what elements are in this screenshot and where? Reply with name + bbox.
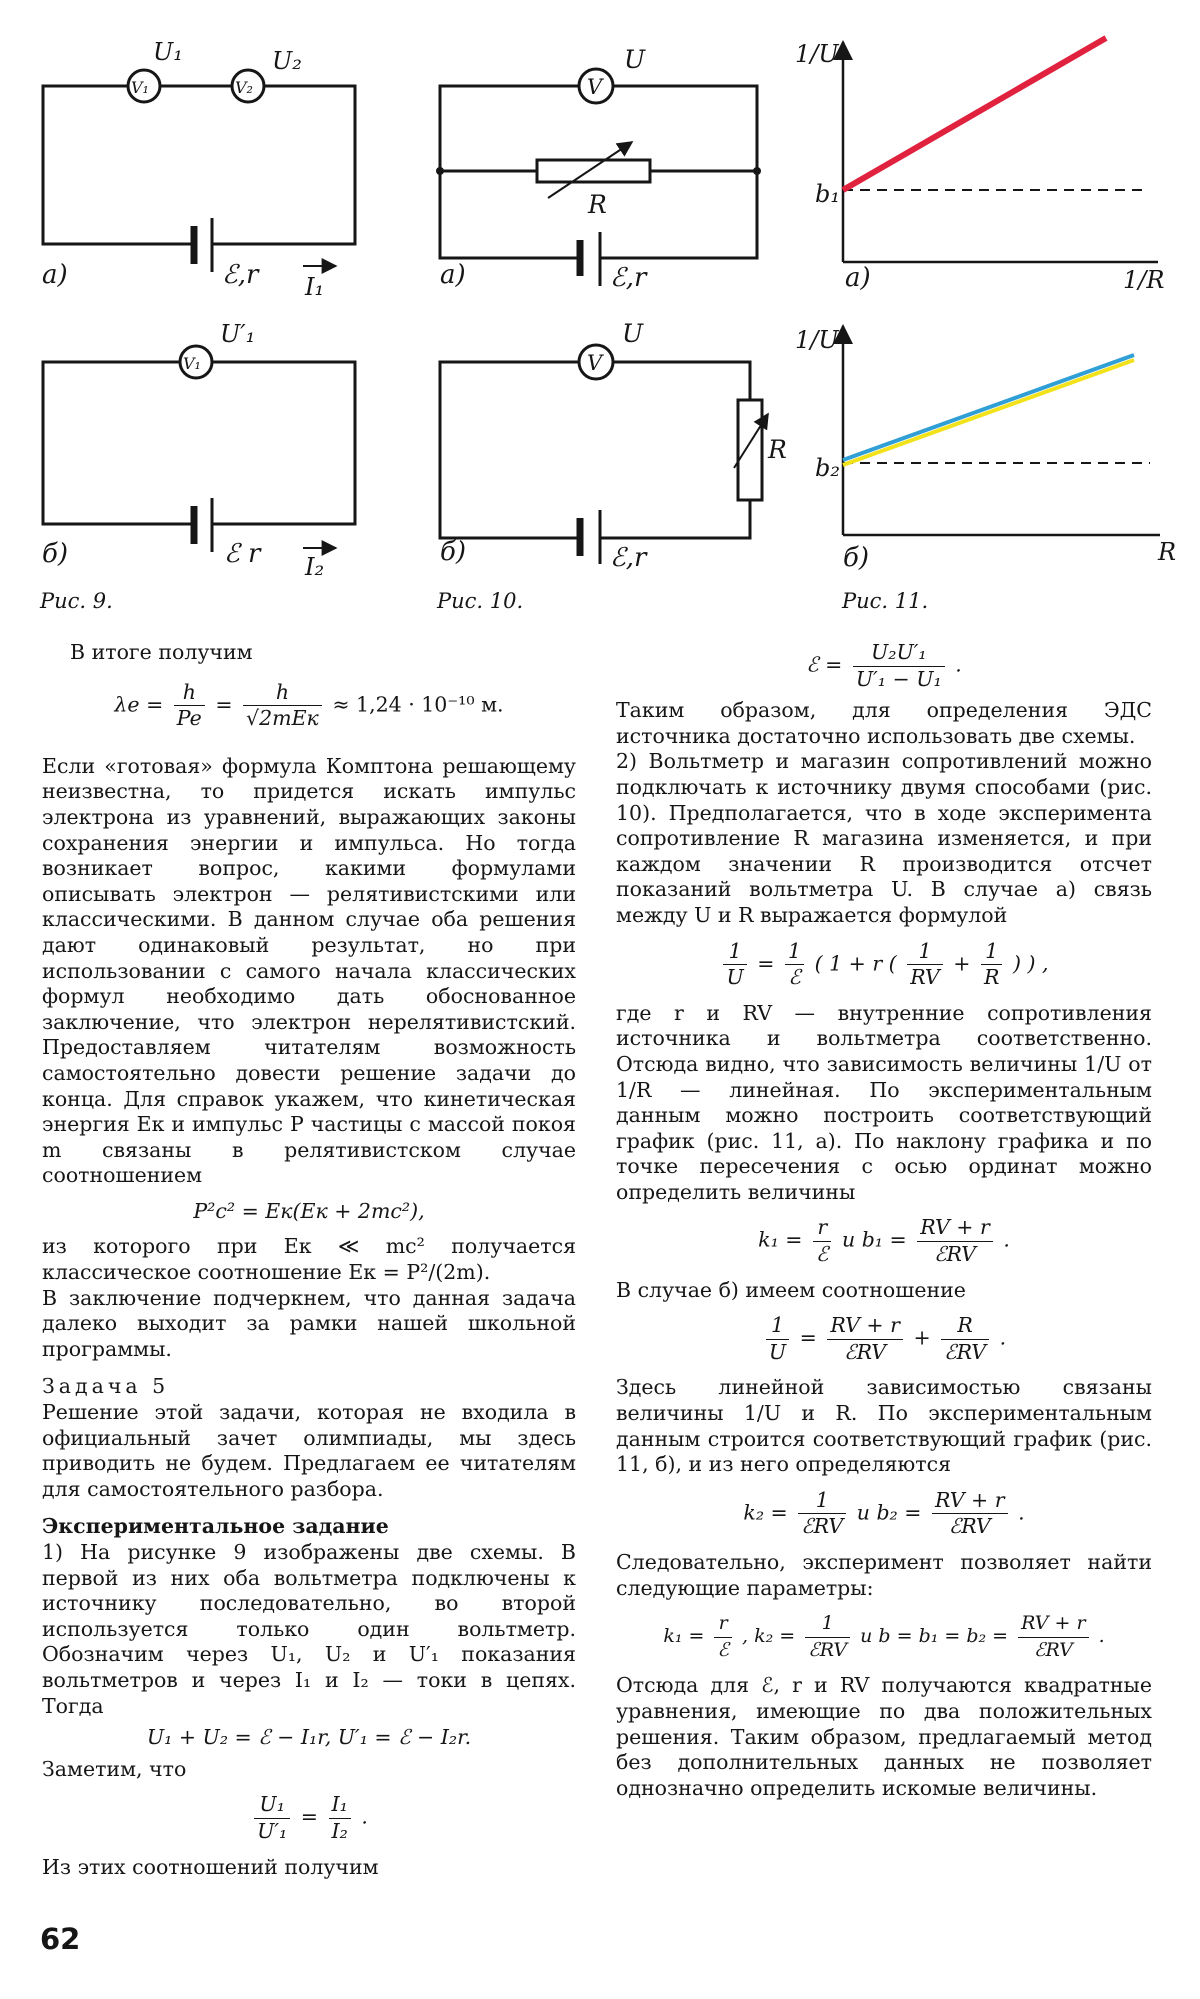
fig9a-u2: U₂	[272, 47, 302, 75]
formula-k2-b2	[616, 1488, 1152, 1540]
f5-frac	[853, 640, 945, 692]
left-classic-paragraph: из которого при Eк ≪ mc² получается классическое соотношение Eк = P²/(2m).	[42, 1234, 576, 1285]
f10-d1: ℰ	[717, 1638, 729, 1661]
left-final-line: Из этих соотношений получим	[42, 1854, 379, 1879]
f1-n1: h	[174, 680, 205, 707]
f10-frac2	[805, 1611, 850, 1663]
f4-tail: .	[361, 1804, 368, 1829]
fig10a-r: R	[588, 190, 607, 219]
f7-n2: RV + r	[917, 1215, 993, 1242]
f6-frac1	[723, 939, 746, 991]
fig10b-r: R	[768, 435, 787, 464]
f9-frac1	[798, 1488, 846, 1540]
f1-frac1	[174, 680, 205, 732]
fig11a-ylabel: 1/U	[795, 40, 839, 68]
fig9a-v2: V₂	[235, 78, 253, 97]
f8-n2: RV + r	[827, 1313, 903, 1340]
f7-d2: ℰRV	[934, 1242, 976, 1267]
fig10a-label: а)	[440, 260, 466, 290]
fig11b-intercept: b₂	[815, 454, 840, 482]
f6-frac3	[907, 939, 943, 991]
f6-n3: 1	[907, 939, 943, 966]
right-paragraph-5: Здесь линейной зависимостью связаны величины 1/U и R. По экспериментальным данным строится соответствующий график (рис. 11, б), и из него определяются	[616, 1375, 1152, 1477]
fig10b-source: ℰ,r	[610, 543, 647, 573]
f6-n1: 1	[723, 939, 746, 966]
fig10a-node-left	[436, 167, 444, 175]
f8-eq: =	[799, 1325, 817, 1350]
fig10a-labels	[440, 45, 648, 293]
formula-wavelength	[42, 680, 576, 732]
fig11b-data-line-1	[843, 355, 1134, 460]
f1-rhs: ≈ 1,24 · 10⁻¹⁰ м.	[332, 692, 504, 717]
fig10-caption: Рис. 10.	[437, 589, 524, 613]
f1-d2: √2mEк	[246, 706, 319, 731]
f9-d2: ℰRV	[948, 1514, 991, 1539]
f6-d2: ℰ	[788, 965, 801, 990]
fig10a-circuit	[440, 69, 757, 286]
fig9b-labels	[42, 320, 324, 581]
f4-frac2	[329, 1792, 351, 1844]
f6-n2: 1	[785, 939, 804, 966]
f4-n1: U₁	[254, 1792, 290, 1819]
fig9b-u: U′₁	[220, 320, 256, 348]
f10-a: k₁ =	[663, 1625, 705, 1648]
f6-d1: U	[726, 965, 744, 990]
f8-tail: .	[999, 1325, 1007, 1350]
f10-n3: RV + r	[1018, 1611, 1088, 1638]
f7-d1: ℰ	[816, 1242, 829, 1267]
f4-frac1	[254, 1792, 290, 1844]
f9-mid: и b₂ =	[856, 1500, 922, 1525]
f4-eq: =	[300, 1804, 318, 1829]
fig11b-ylabel: 1/U	[795, 326, 839, 354]
f6-frac2	[785, 939, 804, 991]
f9-n2: RV + r	[932, 1488, 1008, 1515]
f10-d2: ℰRV	[808, 1638, 848, 1661]
f4-n2: I₁	[329, 1792, 351, 1819]
fig9a-current: I₁	[305, 273, 325, 301]
exp-title: Экспериментальное задание	[42, 1514, 389, 1539]
formula-emf	[616, 640, 1152, 692]
fig9b-source: ℰ r	[224, 539, 261, 569]
figures-panel	[0, 0, 1200, 620]
right-paragraph-7: Отсюда для ℰ, r и RV получаются квадратные уравнения, имеющие по два положительных решения. Таким образом, предлагаемый метод без дополнительных данных не позволяет однозначно определить искомые величины.	[616, 1673, 1152, 1800]
page-number: 62	[40, 1922, 81, 1956]
f8-plus: +	[913, 1325, 931, 1350]
f7-tail: .	[1003, 1228, 1010, 1253]
fig9b-label: б)	[42, 539, 69, 569]
f7-n1: r	[813, 1215, 831, 1242]
fig11-caption: Рис. 11.	[842, 589, 929, 613]
fig10b-label: б)	[440, 537, 467, 567]
right-paragraph-2: 2) Вольтметр и магазин сопротивлений можно подключать к источнику двумя способами (рис. 10). Предполагается, что в ходе эксперимента сопротивление R магазина изменяется, и при каждом значении R производится отсчет показаний вольтметра U. В случае а) связь между U и R выражается формулой	[616, 749, 1152, 927]
formula-case-a	[616, 939, 1152, 991]
f7-lhs: k₁ =	[758, 1228, 803, 1253]
fig9a-u1: U₁	[153, 38, 183, 66]
fig10b-circuit	[440, 345, 768, 564]
fig9b-current: I₂	[305, 553, 325, 581]
f6-n4: 1	[981, 939, 1002, 966]
formula-case-b	[616, 1313, 1152, 1365]
f6-eq: =	[757, 951, 775, 976]
right-paragraph-4: В случае б) имеем соотношение	[616, 1277, 966, 1302]
fig9a-source: ℰ,r	[222, 260, 259, 290]
right-column	[616, 640, 1152, 1801]
f6-plus: +	[953, 951, 971, 976]
f8-frac1	[766, 1313, 789, 1365]
left-column	[42, 640, 576, 1880]
left-compton-paragraph: Если «готовая» формула Комптона решающему неизвестна, то придется искать импульс электрона из уравнений, выражающих законы сохранения энергии и импульса. Но тогда возникает вопрос, какими формулами описывать электрон — релятивистскими или классическими. В данном случае оба решения дают одинаковый результат, но при использовании с самого начала классических формул необходимо дать обоснованное заключение, что электрон нерелятивистский. Предоставляем читателям возможность самостоятельно довести решение задачи до конца. Для справок укажем, что кинетическая энергия Eк и импульс P частицы с массой покоя m связаны в релятивистском случае соотношением	[42, 753, 576, 1188]
f7-frac1	[813, 1215, 831, 1267]
fig11b-xlabel: R	[1158, 538, 1177, 566]
f5-tail: .	[955, 652, 962, 677]
left-note: Заметим, что	[42, 1756, 187, 1781]
f9-n1: 1	[798, 1488, 846, 1515]
f6-tail: ) ) ,	[1012, 951, 1049, 976]
f1-d1: Pe	[176, 706, 202, 731]
right-paragraph-6: Следовательно, эксперимент позволяет найти следующие параметры:	[616, 1550, 1152, 1600]
f6-frac4	[981, 939, 1002, 991]
fig11a-data-line	[843, 38, 1106, 190]
fig11a-xlabel: 1/R	[1123, 266, 1165, 294]
f8-frac3	[941, 1313, 989, 1365]
fig10a-source: ℰ,r	[610, 263, 647, 293]
fig11a-axes	[843, 42, 1158, 262]
f5-lhs: ℰ =	[806, 652, 843, 677]
f1-n2: h	[243, 680, 322, 707]
right-paragraph-1: Таким образом, для определения ЭДС источника достаточно использовать две схемы.	[616, 698, 1152, 748]
fig11b-data-line-2	[843, 360, 1134, 465]
f4-d1: U′₁	[257, 1818, 288, 1843]
fig9b-circuit	[43, 346, 355, 552]
f8-n1: 1	[766, 1313, 789, 1340]
exp-paragraph-1: 1) На рисунке 9 изображены две схемы. В первой из них оба вольтметра подключены к источнику последовательно, во второй используется только один вольтметр. Обозначим через U₁, U₂ и U′₁ показания вольтметров и через I₁ и I₂ — токи в цепях. Тогда	[42, 1540, 576, 1718]
fig11b-label: б)	[843, 543, 870, 573]
right-paragraph-3: где r и RV — внутренние сопротивления источника и вольтметра соответственно. Отсюда видно, что зависимость величины 1/U от 1/R — линейная. По экспериментальным данным можно построить соответствующий график (рис. 11, а). По наклону графика и по точке пересечения с осью ординат можно определить величины	[616, 1000, 1152, 1204]
f10-frac3	[1018, 1611, 1088, 1663]
fig9a-labels	[42, 38, 324, 301]
f8-d2: ℰRV	[844, 1339, 887, 1364]
f6-d3: RV	[910, 965, 940, 990]
fig10a-u: U	[624, 45, 646, 74]
left-intro: В итоге получим	[70, 640, 253, 664]
f5-n: U₂U′₁	[853, 640, 945, 667]
formula-voltages: U₁ + U₂ = ℰ − I₁r, U′₁ = ℰ − I₂r.	[146, 1725, 472, 1750]
fig11a-intercept: b₁	[815, 180, 840, 208]
f10-d3: ℰRV	[1033, 1638, 1073, 1661]
f6-d4: R	[983, 965, 1000, 990]
f5-d: U′₁ − U₁	[855, 666, 942, 691]
fig10b-v: V	[587, 351, 603, 375]
f1-eq: =	[215, 692, 233, 717]
task5-text: Решение этой задачи, которая не входила в официальный зачет олимпиады, мы здесь приводить не будем. Предлагаем ее читателям для самостоятельного разбора.	[42, 1400, 576, 1501]
fig10a-node-right	[753, 167, 761, 175]
f9-lhs: k₂ =	[743, 1500, 788, 1525]
f10-n1: r	[714, 1611, 732, 1638]
f4-d2: I₂	[331, 1818, 348, 1843]
f7-frac2	[917, 1215, 993, 1267]
fig10b-u: U	[622, 319, 644, 348]
f10-tail: .	[1098, 1625, 1105, 1648]
fig10a-v: V	[587, 75, 603, 99]
f10-frac1	[714, 1611, 732, 1663]
f10-b: , k₂ =	[742, 1625, 796, 1648]
fig9-caption: Рис. 9.	[40, 589, 113, 613]
fig11b-axes	[843, 326, 1160, 535]
f10-n2: 1	[805, 1611, 850, 1638]
f7-mid: и b₁ =	[841, 1228, 907, 1253]
formula-relativistic: P²c² = Eк(Eк + 2mc²),	[193, 1198, 425, 1223]
fig11a-label: а)	[845, 263, 871, 293]
f1-lhs: λe =	[114, 692, 164, 717]
fig11a-labels	[795, 40, 1164, 294]
f9-frac2	[932, 1488, 1008, 1540]
fig9a-v1: V₁	[131, 78, 149, 97]
f1-frac2	[243, 680, 322, 732]
fig9a-label: а)	[42, 260, 68, 290]
formula-ratio	[42, 1792, 576, 1844]
fig9a-circuit	[43, 70, 355, 272]
left-conclusion-paragraph: В заключение подчеркнем, что данная задача далеко выходит за рамки нашей школьной программы.	[42, 1285, 576, 1361]
f10-c: и b = b₁ = b₂ =	[860, 1625, 1009, 1648]
f8-d3: ℰRV	[944, 1339, 987, 1364]
fig9b-v1: V₁	[183, 354, 201, 373]
f9-tail: .	[1018, 1500, 1025, 1525]
formula-parameters	[616, 1611, 1152, 1663]
f8-n3: R	[941, 1313, 989, 1340]
f6-mid: ( 1 + r (	[814, 951, 897, 976]
formula-k1-b1	[616, 1215, 1152, 1267]
f8-frac2	[827, 1313, 903, 1365]
f9-d1: ℰRV	[801, 1514, 844, 1539]
f8-d1: U	[768, 1339, 787, 1364]
task5-title: Задача 5	[42, 1374, 170, 1399]
